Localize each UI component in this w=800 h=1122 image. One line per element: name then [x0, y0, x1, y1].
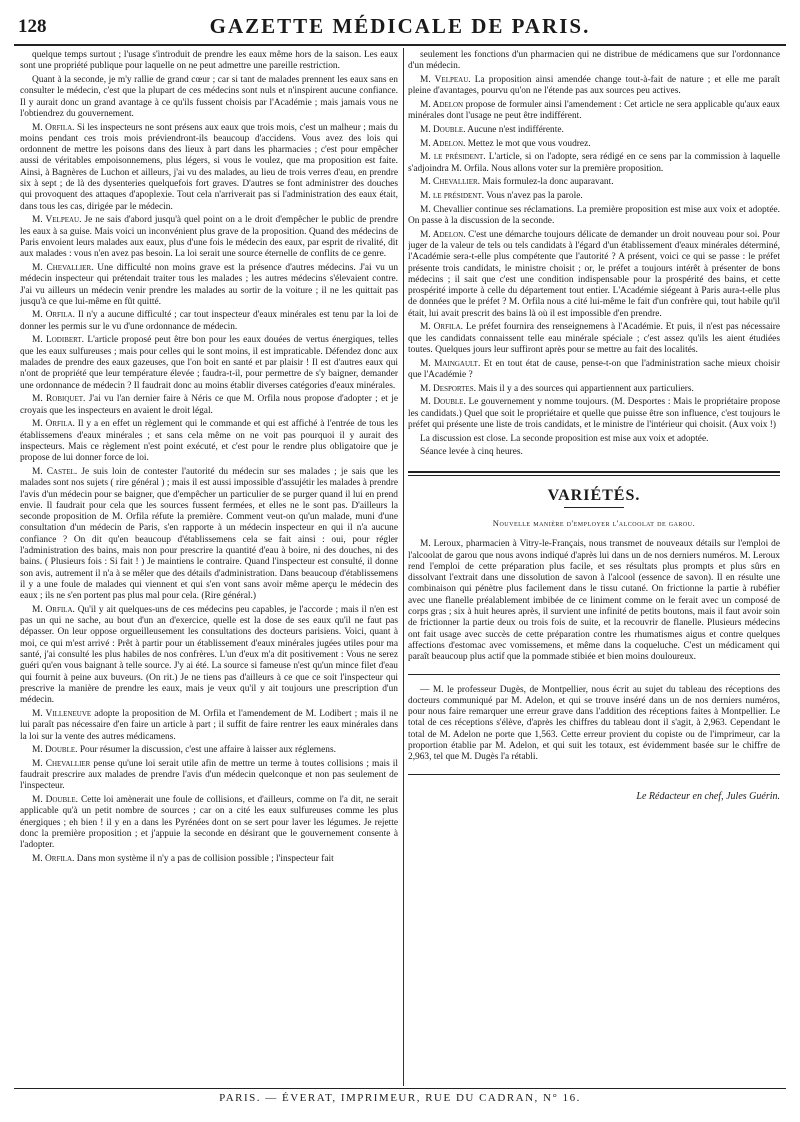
speech-paragraph — [408, 152, 780, 175]
speech-paragraph — [20, 263, 398, 308]
speech-paragraph — [408, 205, 780, 228]
section-rule-double — [408, 471, 780, 473]
speech-text: Je suis loin de contester l'autorité du médecin sur ses malades ; je sais que les malades sont nos sujets ( rire général ) ; mais il est aussi impossible d'assujétir les malades à prendre l'avis d'un médecin pour se baigner, que d'empêcher un particulier de se purger quand il lui en prend envie. Il faudrait pour cela que les sources fussent fermées, et elles ne le sont pas. D'ailleurs la seconde proposition de M. Orfila réfute la première. Comment veut-on qu'un malade, muni d'une consultation d'un médecin de Paris, s'en rapporte à un médecin inspecteur en qui il n'a aucune confiance ? On dit qu'en beaucoup d'établissemens cela se fait ainsi : oui, pour régler l'administration des bains, mais non pour prescrire la quantité d'eau à boire, ni des douches, ni des bains. ( Plusieurs fois : Si fait ! ) Je maintiens le contraire. Quand l'inspecteur est consulté, il donne son avis, autrement il n'a à se mêler que des détails d'administration. Dans beaucoup d'établissemens il y a une foule de malades qui viennent et qui s'en vont sans avoir même aperçu le médecin des eaux ; ils ne s'en portent pas plus mal pour cela. (Rire général.) — [20, 466, 398, 602]
speech-paragraph — [408, 50, 780, 73]
speech-text: Chevallier continue ses réclamations. La première proposition est mise aux voix et adoptée. On passe à la discussion de la seconde. — [408, 204, 780, 226]
speech-text: L'article, si on l'adopte, sera rédigé en ce sens par la commission à laquelle s'adjoindra M. Orfila. Nous allons voter sur la première proposition. — [408, 152, 780, 174]
speaker-name: M. le président. — [420, 191, 484, 201]
speaker-name: M. Maingault. — [420, 358, 481, 369]
speech-paragraph — [408, 384, 780, 395]
speech-text: Mais formulez-la donc auparavant. — [482, 177, 614, 188]
speech-paragraph — [408, 75, 780, 98]
speech-paragraph — [20, 467, 398, 603]
speaker-name: M. Adelon. — [420, 229, 466, 240]
varietes-paragraph: — M. le professeur Dugès, de Montpellier, nous écrit au sujet du tableau des réceptions des docteurs communiqué par M. Adelon, et qui se trouve inséré dans un de nos derniers numéros, pour nous faire remarquer une erreur grave dans l'addition des réceptions faites à Montpellier. Le total de ces réceptions s'élève, d'après les chiffres du tableau dont il s'agit, à 2,963. Cependant le total de M. Adelon ne porte que 1,563. Cette erreur provient du copiste ou de l'imprimeur, car la proportion établie par M. Adelon, et qui suit les totaux, est évidemment basée sur le chiffre de 2,963, tel que M. Dugès l'a rétabli. — [408, 684, 780, 763]
speech-text: Et en tout état de cause, pense-t-on que l'administration sache mieux choisir que l'Académie ? — [408, 358, 780, 381]
speaker-name: M. Velpeau. — [32, 215, 82, 226]
speech-paragraph — [20, 605, 398, 707]
speaker-name: M. Double. — [420, 124, 466, 135]
speech-text: La discussion est close. La seconde proposition est mise aux voix et adoptée. — [420, 433, 709, 444]
speech-text: La proposition ainsi amendée change tout-à-fait de nature ; et elle me paraît pleine d'avantages, pourvu qu'on ne l'étende pas aux sources peu actives. — [408, 74, 780, 97]
speaker-name: M. Villeneuve — [32, 708, 92, 719]
speech-paragraph — [20, 854, 398, 865]
speaker-name: M. Castel. — [32, 466, 78, 477]
item-separator — [408, 674, 780, 675]
speech-text: seulement les fonctions d'un pharmacien qui ne distribue de médicamens que sur l'ordonnance d'un médecin. — [408, 50, 780, 72]
speech-text: quelque temps surtout ; l'usage s'introduit de prendre les eaux même hors de la saison. Les eaux sont une propriété publique pour laquelle on ne peut admettre une pareille restriction. — [20, 50, 398, 72]
speaker-name: M. Orfila. — [32, 122, 75, 133]
speech-paragraph — [20, 795, 398, 851]
speech-paragraph — [20, 419, 398, 464]
speaker-name: M. Chevallier. — [420, 177, 480, 188]
page-header — [14, 14, 786, 44]
title-rule — [564, 507, 624, 508]
speech-text: Je ne sais d'abord jusqu'à quel point on a le droit d'empêcher le public de prendre les eaux à sa guise. Mais voici un inconvénient plus grave de la proposition. Quand des médecins de Paris envoient leurs malades aux eaux, plus d'une fois le médecin des eaux, par esprit de rivalité, dit aux malades : vous n'en avez pas besoin. La loi serait une source éternelle de conflits de ce genre. — [20, 215, 398, 260]
journal-title: GAZETTE MÉDICALE DE PARIS. — [209, 14, 591, 38]
speech-text: Qu'il y ait quelques-uns de ces médecins peu capables, je l'accorde ; mais il n'en est pas un qui ne sache, au bout d'un an d'exercice, quelle est la dose de ses eaux qu'il ne faut pas dépasser. On leur oppose orgueilleusement les consultations des docteurs parisiens. Voici, quant à moi, ce qui m'est arrivé : Prêt à partir pour un établissement d'eaux minérales jugées utiles pour ma santé, j'ai consulté les plus habiles de nos confrères. L'un d'eux m'a dit positivement : Vous ne serez guéri qu'en vous baignant à telle source. J'y ai été. La source si fameuse n'est qu'un mince filet d'eau qui fournit à peine aux buveurs. (On rit.) Je ne tiens pas d'ailleurs à ce que ce soit l'inspecteur qui prescrive la manière de prendre les eaux, mais je veux qu'il y ait toujours une prescription d'un médecin. — [20, 604, 398, 706]
speech-paragraph — [20, 759, 398, 793]
header-rule — [14, 44, 786, 46]
speaker-name: M. — [420, 204, 431, 215]
speech-text: Mais il y a des sources qui appartiennent aux particuliers. — [478, 383, 694, 394]
speech-paragraph — [20, 745, 398, 756]
speech-text: Il n'y a aucune difficulté ; car tout inspecteur d'eaux minérales est tenu par la loi de donner les permis sur le vu d'une ordonnance de médecin. — [20, 310, 398, 332]
speech-paragraph — [20, 123, 398, 213]
speech-text: adopte la proposition de M. Orfila et l'amendement de M. Lodibert ; mais il ne lui paraît pas nécessaire d'en faire un article à part ; il suffit de faire rentrer les eaux minérales dans la loi sur la vente des autres médicamens. — [20, 708, 398, 742]
speech-text: L'article proposé peut être bon pour les eaux douées de vertus énergiques, telles que les eaux sulfureuses ; mais pour celles qui le sont moins, il est impraticable. Défendez donc aux malades de prendre des eaux gazeuses, que l'on boit en santé et par plaisir ! Il est d'autres eaux qui n'ont de propriété que leur température élevée ; faudra-t-il, pour permettre de s'y baigner, demander une ordonnance de médecin ? Il faudrait donc au moins établir diverses catégories d'eaux minérales. — [20, 335, 398, 391]
speech-paragraph — [408, 177, 780, 188]
speech-text: Le préfet fournira des renseignemens à l'Académie. Et puis, il n'est pas nécessaire que les candidats connaissent telle eau minérale spéciale ; c'est assez qu'ils les aient étudiées toutes. Quelques jours leur suffiront après pour se mettre au fait des localités. — [408, 322, 780, 356]
speaker-name: M. Orfila. — [420, 322, 463, 333]
speech-paragraph — [408, 322, 780, 356]
speech-text: Séance levée à cinq heures. — [420, 447, 523, 458]
speech-paragraph — [20, 310, 398, 333]
speaker-name: M. Double. — [32, 795, 79, 806]
speech-paragraph — [408, 100, 780, 123]
speech-paragraph — [408, 125, 780, 136]
speech-paragraph — [408, 447, 780, 458]
speaker-name: M. Chevallier. — [32, 262, 94, 273]
column-divider — [403, 48, 404, 1086]
speech-text: Il y a en effet un règlement qui le commande et qui est affiché à l'entrée de tous les établissemens d'eaux minérales ; et sans cela même on ne voit pas pourquoi il y aurait des inspecteurs. Mais ce règlement n'est point exécuté, et c'est pour le rendre plus obligatoire que je propose de lui donner force de loi. — [20, 419, 398, 464]
speech-paragraph — [20, 335, 398, 391]
speech-text: propose de formuler ainsi l'amendement : Cet article ne sera applicable qu'aux eaux minérales dont l'usage ne peut être indifférent. — [408, 99, 780, 122]
speech-text: J'ai vu l'an dernier faire à Néris ce que M. Orfila nous propose d'adopter ; et je croyais que les inspecteurs en avaient le droit légal. — [20, 394, 398, 416]
speech-paragraph — [408, 434, 780, 445]
speech-text: C'est une démarche toujours délicate de demander un droit nouveau pour soi. Pour juger de la valeur de tels ou tels candidats à l'égard d'un établissement d'eaux minérales déterminé, l'Académie sera-t-elle plus compétente que l'autorité ? A présent, voici ce qui se passe : le préfet présente trois candidats, le ministre choisit ; or, le préfet a toujours intérêt à présenter de bons médecins ; il sait que c'est une condition indispensable pour la prospérité des bains, et cette prospérité importe à celle du département tout entier. L'Académie siégeant à Paris aura-t-elle plus de données que le préfet ? M. Orfila nous a cité lui-même le fait d'un confrère qui, tout habile qu'il était, lui avait prescrit des bains là où il est impossible d'en prendre. — [408, 229, 780, 319]
speaker-name: M. le président. — [420, 152, 486, 163]
section-rule-single — [408, 475, 780, 476]
speaker-name: M. Double. — [32, 745, 78, 756]
speech-text: Une difficulté non moins grave est la présence d'autres médecins. J'ai vu un médecin inspecteur qui prétendait traiter tous les malades ; les autres médecins s'élevaient contre. J'ai vu ailleurs un médecin venir prendre les malades au sortir de la voiture ; il ne les quittait pas jusqu'à ce que lui-même en fût quitté. — [20, 262, 398, 307]
speaker-name: M. Desportes. — [420, 383, 476, 394]
printer-footer: PARIS. — ÉVERAT, IMPRIMEUR, RUE DU CADRAN, N° 16. — [219, 1092, 581, 1104]
speech-text: pense qu'une loi serait utile afin de mettre un terme à toutes collisions ; mais il faudrait prescrire aux malades de prendre l'avis d'un médecin quelconque et non pas seulement de l'inspecteur. — [20, 758, 398, 792]
speech-paragraph — [408, 397, 780, 431]
speaker-name: M. Orfila. — [32, 604, 75, 615]
speech-paragraph — [20, 75, 398, 120]
speech-text: Mettez le mot que vous voudrez. — [467, 138, 591, 149]
speech-text: Pour résumer la discussion, c'est une affaire à laisser aux réglemens. — [79, 745, 336, 756]
speech-paragraph — [20, 394, 398, 417]
speech-paragraph — [20, 709, 398, 743]
speech-paragraph — [20, 215, 398, 260]
signature-rule — [408, 774, 780, 775]
speaker-name: M. Velpeau. — [420, 74, 471, 85]
footer-rule — [14, 1088, 786, 1089]
speech-text: Aucune n'est indifférente. — [467, 124, 564, 135]
speaker-name: M. Orfila. — [32, 419, 75, 430]
speech-paragraph — [408, 230, 780, 320]
page-number: 128 — [18, 16, 47, 37]
speaker-name: M. Chevallier — [32, 758, 91, 769]
speaker-name: M. Double. — [420, 397, 466, 408]
varietes-title: VARIÉTÉS. — [547, 486, 641, 504]
speech-text: Vous n'avez pas la parole. — [486, 191, 583, 201]
speech-paragraph — [408, 191, 780, 202]
session-report-continued — [408, 50, 780, 459]
editor-signature: Le Rédacteur en chef, Jules Guérin. — [636, 790, 780, 802]
left-column — [20, 50, 398, 1080]
speech-text: Le gouvernement y nomme toujours. (M. Desportes : Mais le propriétaire propose les candidats.) Quel que soit le propriétaire et quelle que puisse être son influence, c'est toujours le préfet qui présente une liste de trois candidats, et le ministre de l'intérieur qui choisit. (Aux voix !) — [408, 397, 780, 430]
speech-text: Dans mon système il n'y a pas de collision possible ; l'inspecteur fait — [76, 854, 334, 865]
speech-paragraph — [20, 50, 398, 73]
speaker-name: M. Orfila. — [32, 310, 75, 321]
speech-text: Si les inspecteurs ne sont présens aux eaux que trois mois, c'est un malheur ; mais du moins pendant ces trois mois préviendront-ils beaucoup d'accidens. Vous avez des lois qui ordonnent de mettre les poisons dans des lieux à part dans les pharmacies ; c'est pour empêcher aussi de véritables empoisonnemens, plus légers, si vous le voulez, que ma proposition est faite. Ainsi, à Bagnères de Luchon et ailleurs, j'ai vu des malades, au lieu de trois verres d'eau, en prendre six à sept ; de là des dysenteries quelquefois fort graves. D'autres se font administrer des douches qui provoquent des attaques d'apoplexie. Tout cela n'arriverait pas si l'administration des eaux était, dans tous les cas, dirigée par le médecin. — [20, 122, 398, 212]
varietes-subtitle: Nouvelle manière d'employer l'alcoolat de garou. — [492, 517, 696, 528]
speaker-name: M. Lodibert. — [32, 335, 85, 346]
speaker-name: M. Adelon — [420, 99, 464, 110]
speaker-name: M. Adelon. — [420, 138, 466, 149]
speaker-name: M. Orfila. — [32, 854, 75, 865]
right-column — [408, 50, 780, 1080]
varietes-paragraph: M. Leroux, pharmacien à Vitry-le-Français, nous transmet de nouveaux détails sur l'emploi de l'alcoolat de garou que nous avons indiqué d'après lui dans un de nos derniers numéros. M. Leroux rend l'emploi de cette préparation plus facile, et ses résultats plus prompts et plus sûrs en dissolvant l'extrait dans une dissolution de savon à l'alcool (essence de savon). Il en résulte une combinaison qui pénètre plus facilement dans le tissu cutané. On frictionne la partie à rubéfier avec une flanelle préalablement imbibée de ce liniment comme on le ferait avec un composé de corps gras ; six à huit heures après, il survient une infinité de petits boutons, mais il faut avoir soin de frictionner la partie deux ou trois fois de suite, et la recouvrir de flanelle. Plusieurs médecins ont fait usage avec succès de cette préparation contre les rhumatismes aigus et contre quelques affections d'estomac avec vomissemens, et même dans la coqueluche. C'est un médicament qui paraît beaucoup plus actif que la pommade stibiée et bien moins douloureux. — [408, 539, 780, 663]
speaker-name: M. Robiquet. — [32, 394, 86, 405]
speech-text: Quant à la seconde, je m'y rallie de grand cœur ; car si tant de malades prennent les eaux sans en consulter le médecin, c'est que la plupart de ces médecins sont nuls et n'inspirent aucune confiance. Il y aurait donc un grand avantage à ce qu'ils fussent choisis par l'Académie ; mais jamais vous ne l'obtiendrez du gouvernement. — [20, 74, 398, 119]
speech-text: Cette loi amènerait une foule de collisions, et d'ailleurs, comme on l'a dit, ne serait applicable qu'à un petit nombre de sources ; car on a cité les eaux sulfureuses comme les plus énergiques ; eh bien ! il y en a dans les Pyrénées dont on se sert pour laver les légumes. Je rejette donc la première proposition ; et j'appuie la seconde en désirant que le gouvernement consente à l'adopter. — [20, 795, 398, 851]
speech-paragraph — [408, 139, 780, 150]
speech-paragraph — [408, 359, 780, 382]
